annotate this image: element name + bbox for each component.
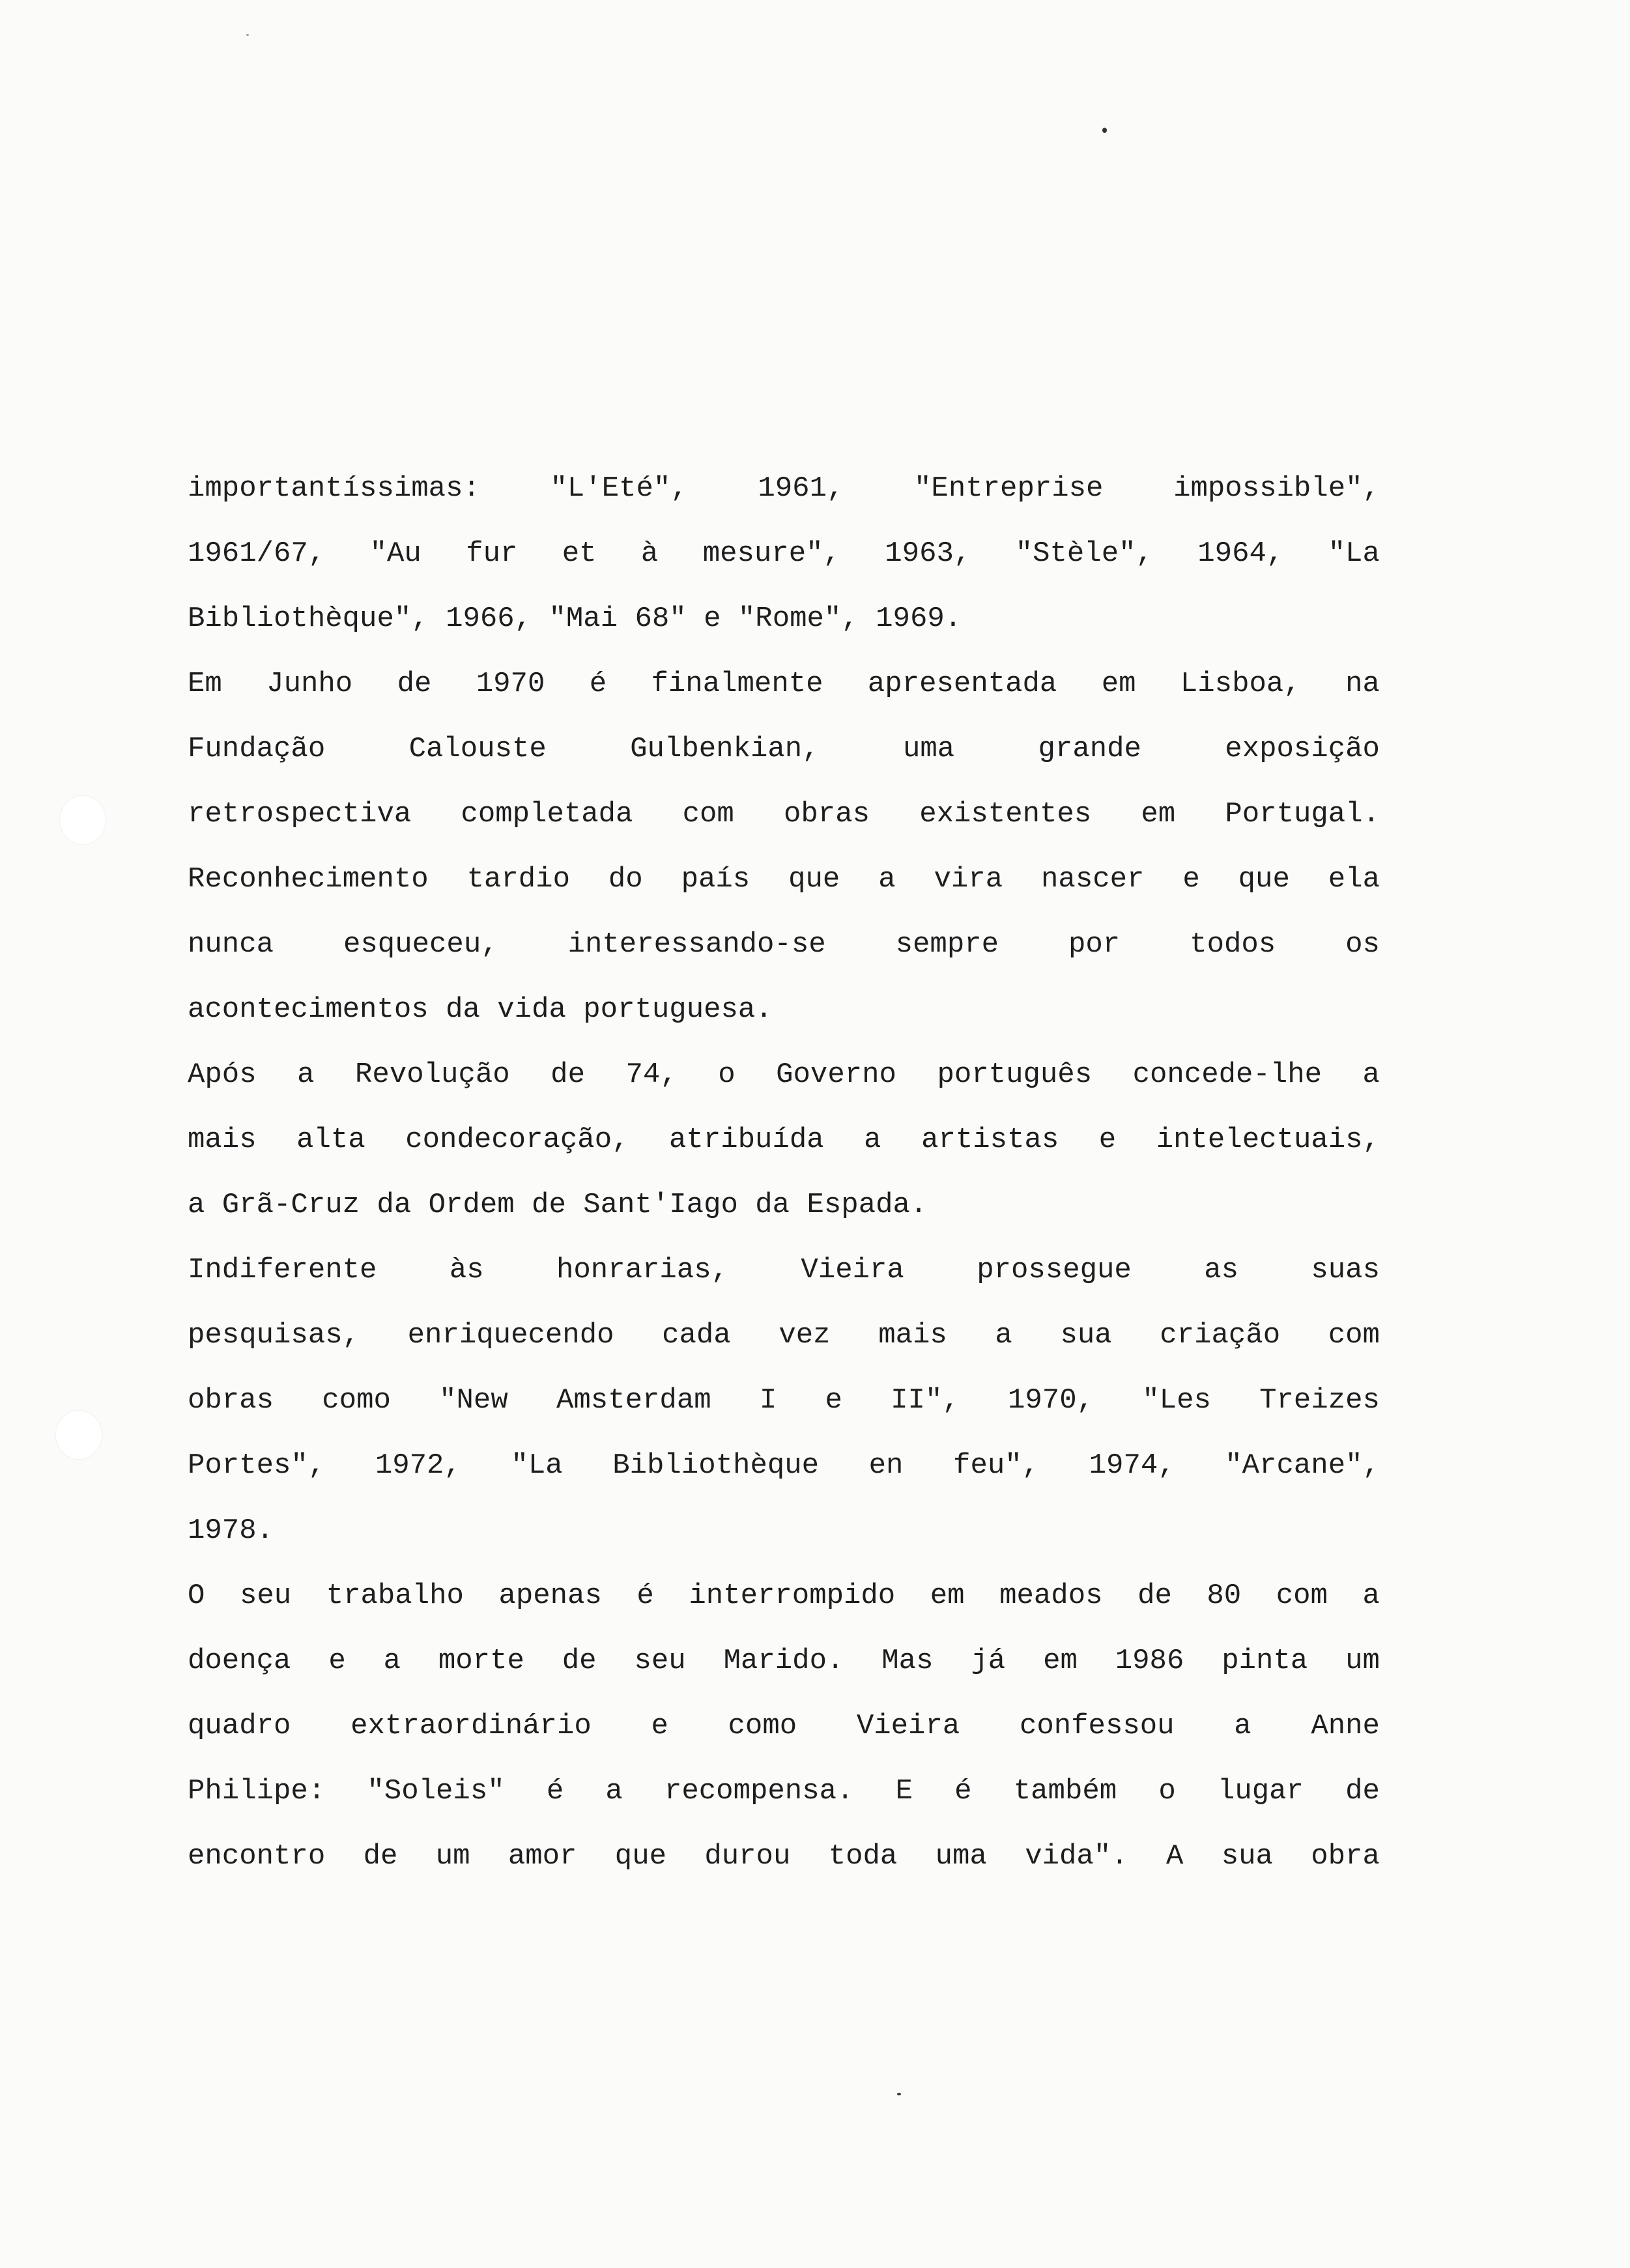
text-word: a [1234, 1710, 1251, 1742]
text-word: a [297, 1058, 315, 1091]
text-line [188, 1238, 1380, 1303]
text-word: vida". [1025, 1840, 1128, 1873]
text-line [188, 1107, 1380, 1172]
text-line [188, 651, 1380, 716]
text-word: a [864, 1124, 881, 1156]
text-word: seu [634, 1645, 686, 1677]
text-word: 1970, [1008, 1384, 1094, 1417]
text-word: com [1328, 1319, 1380, 1352]
text-word: obras [784, 798, 870, 830]
text-word: em [1101, 668, 1136, 700]
text-word: tardio [466, 863, 570, 896]
text-word: Junho [266, 668, 353, 700]
text-word: vida [497, 993, 566, 1026]
text-word: Mas [881, 1645, 934, 1677]
text-word: durou [704, 1840, 791, 1873]
text-word: da [377, 1189, 412, 1221]
text-word: quadro [188, 1710, 291, 1742]
text-word: a [1362, 1058, 1380, 1091]
text-word: as [1204, 1254, 1238, 1286]
text-word: Sant'Iago [583, 1189, 738, 1221]
text-word: exposição [1225, 733, 1380, 765]
text-word: extraordinário [350, 1710, 592, 1742]
text-word: com [682, 798, 734, 830]
text-word: de [532, 1189, 566, 1221]
text-word: ela [1328, 863, 1380, 896]
text-word: recompensa. [664, 1775, 854, 1807]
text-word: "Soleis" [367, 1775, 505, 1807]
text-word: 74, [625, 1058, 678, 1091]
text-word: II", [891, 1384, 960, 1417]
text-word: Gulbenkian, [630, 733, 820, 765]
text-word: importantíssimas: [188, 472, 480, 505]
text-word: mesure", [702, 537, 840, 570]
text-word: Philipe: [188, 1775, 326, 1807]
paper-speck [1102, 128, 1107, 133]
text-word: em [930, 1580, 965, 1612]
text-word: pinta [1222, 1645, 1308, 1677]
text-word: 1963, [885, 537, 971, 570]
text-word: de [562, 1645, 597, 1677]
text-word: Grã-Cruz [222, 1189, 360, 1221]
text-word: da [755, 1189, 790, 1221]
text-word: a [383, 1645, 401, 1677]
text-word: "La [511, 1449, 563, 1482]
text-word: Reconhecimento [188, 863, 429, 896]
text-word: et [562, 537, 597, 570]
text-word: "Arcane", [1225, 1449, 1380, 1482]
text-word: do [608, 863, 643, 896]
text-word: criação [1160, 1319, 1281, 1352]
text-word: e [651, 1710, 668, 1742]
text-word: uma [935, 1840, 987, 1873]
text-word: acontecimentos [188, 993, 429, 1026]
text-line [188, 1172, 1380, 1238]
text-word: interrompido [689, 1580, 896, 1612]
text-word: obras [188, 1384, 274, 1417]
text-word: Espada. [807, 1189, 928, 1221]
text-word: 1969. [876, 602, 962, 635]
text-word: Fundação [188, 733, 326, 765]
text-word: que [614, 1840, 667, 1873]
text-word: 1974, [1089, 1449, 1175, 1482]
text-word: Portes", [188, 1449, 326, 1482]
text-word: país [681, 863, 751, 896]
text-word: Marido. [723, 1645, 844, 1677]
text-word: apresentada [867, 668, 1057, 700]
text-word: completada [461, 798, 633, 830]
text-line [188, 716, 1380, 782]
text-word: à [640, 537, 659, 570]
text-word: "Les [1142, 1384, 1211, 1417]
text-word: morte [438, 1645, 524, 1677]
text-word: nunca [188, 928, 274, 961]
text-word: impossible", [1173, 472, 1380, 505]
text-line [188, 1433, 1380, 1498]
text-word: "Entreprise [914, 472, 1104, 505]
text-line [188, 1694, 1380, 1759]
text-word: de [1137, 1580, 1172, 1612]
text-word: e [825, 1384, 842, 1417]
text-word: da [446, 993, 480, 1026]
text-word: que [788, 863, 840, 896]
text-word: grande [1038, 733, 1141, 765]
text-word: amor [508, 1840, 577, 1873]
text-word: Amsterdam [556, 1384, 711, 1417]
text-word: Governo [776, 1058, 896, 1091]
text-line [188, 782, 1380, 847]
text-word: nascer [1041, 863, 1145, 896]
text-word: suas [1311, 1254, 1380, 1286]
text-word: o [1158, 1775, 1176, 1807]
text-word: a [1362, 1580, 1380, 1612]
text-word: e [328, 1645, 346, 1677]
text-line [188, 1303, 1380, 1368]
text-word: Após [188, 1058, 257, 1091]
punch-hole [60, 796, 106, 844]
text-word: os [1345, 928, 1380, 961]
text-word: e [704, 602, 721, 635]
text-word: Vieira [856, 1710, 960, 1742]
text-word: atribuída [669, 1124, 824, 1156]
text-word: Lisboa, [1180, 668, 1301, 700]
text-word: "Mai [549, 602, 618, 635]
text-word: "Au [369, 537, 422, 570]
text-line [188, 1824, 1380, 1889]
text-word: "Rome", [737, 602, 859, 635]
text-word: trabalho [326, 1580, 464, 1612]
text-word: "New [439, 1384, 508, 1417]
text-word: e [1182, 863, 1200, 896]
text-word: Revolução [355, 1058, 510, 1091]
text-word: seu [239, 1580, 292, 1612]
text-word: en [868, 1449, 904, 1482]
text-word: Em [188, 668, 222, 700]
text-word: 1961, [758, 472, 844, 505]
text-word: português [937, 1058, 1093, 1091]
text-word: por [1068, 928, 1121, 961]
text-word: 1964, [1197, 537, 1284, 570]
text-word: um [1345, 1645, 1380, 1677]
text-word: a [878, 863, 896, 896]
text-word: sua [1221, 1840, 1273, 1873]
text-word: é [589, 668, 607, 700]
paper-speck [246, 34, 249, 36]
text-word: existentes [919, 798, 1092, 830]
text-word: obra [1311, 1840, 1380, 1873]
text-word: condecoração, [405, 1124, 629, 1156]
text-word: 80 [1207, 1580, 1242, 1612]
text-word: Ordem [428, 1189, 515, 1221]
text-word: prossegue [977, 1254, 1132, 1286]
text-word: E [895, 1775, 913, 1807]
text-word: o [718, 1058, 736, 1091]
text-word: Bibliothèque [612, 1449, 820, 1482]
text-word: meados [999, 1580, 1103, 1612]
text-word: vez [779, 1319, 831, 1352]
text-line [188, 1563, 1380, 1628]
text-word: como [728, 1710, 797, 1742]
paper-speck [897, 2093, 901, 2095]
text-word: doença [188, 1645, 291, 1677]
text-line [188, 1498, 1380, 1563]
text-word: "La [1328, 537, 1380, 570]
text-word: um [435, 1840, 470, 1873]
text-word: pesquisas, [188, 1319, 360, 1352]
text-word: como [322, 1384, 391, 1417]
text-word: de [550, 1058, 585, 1091]
text-word: é [636, 1580, 654, 1612]
text-word: em [1043, 1645, 1078, 1677]
text-word: vira [934, 863, 1003, 896]
text-word: de [397, 668, 432, 700]
text-word: mais [188, 1124, 257, 1156]
text-word: sempre [895, 928, 999, 961]
text-word: encontro [188, 1840, 326, 1873]
text-word: 1961/67, [188, 537, 326, 570]
text-word: Treizes [1259, 1384, 1380, 1417]
text-word: confessou [1019, 1710, 1175, 1742]
text-word: Calouste [408, 733, 547, 765]
text-word: "L'Eté", [550, 472, 688, 505]
text-word: de [1345, 1775, 1380, 1807]
text-word: portuguesa. [583, 993, 773, 1026]
text-word: e [1098, 1124, 1117, 1156]
text-word: 1978. [188, 1514, 274, 1547]
text-word: é [546, 1775, 564, 1807]
text-line [188, 912, 1380, 977]
text-line [188, 1628, 1380, 1694]
text-word: às [449, 1254, 484, 1286]
text-word: 68" [635, 602, 687, 635]
text-word: Anne [1311, 1710, 1380, 1742]
text-word: A [1165, 1840, 1184, 1873]
text-word: retrospectiva [188, 798, 412, 830]
text-word: mais [878, 1319, 947, 1352]
text-line [188, 586, 1380, 651]
text-word: em [1141, 798, 1176, 830]
text-word: Portugal. [1225, 798, 1380, 830]
text-word: uma [902, 733, 955, 765]
text-line [188, 847, 1380, 912]
text-word: 1970 [476, 668, 545, 700]
text-word: todos [1190, 928, 1276, 961]
text-line [188, 1368, 1380, 1433]
punch-hole [56, 1411, 102, 1459]
text-word: 1972, [375, 1449, 461, 1482]
text-word: intelectuais, [1156, 1124, 1380, 1156]
text-word: honrarias, [556, 1254, 729, 1286]
text-word: fur [466, 537, 518, 570]
text-word: esqueceu, [343, 928, 498, 961]
text-word: também [1013, 1775, 1117, 1807]
text-word: 1986 [1115, 1645, 1184, 1677]
text-line [188, 977, 1380, 1042]
text-word: artistas [921, 1124, 1059, 1156]
text-word: interessando-se [567, 928, 826, 961]
text-line [188, 456, 1380, 521]
text-word: que [1238, 863, 1290, 896]
text-word: é [954, 1775, 972, 1807]
text-word: apenas [498, 1580, 602, 1612]
text-word: de [363, 1840, 398, 1873]
text-word: na [1345, 668, 1380, 700]
text-word: O [188, 1580, 205, 1612]
text-word: a [188, 1189, 205, 1221]
text-line [188, 1042, 1380, 1107]
text-word: 1966, [446, 602, 532, 635]
text-word: lugar [1217, 1775, 1304, 1807]
text-word: alta [296, 1124, 365, 1156]
text-word: feu", [953, 1449, 1040, 1482]
text-word: cada [662, 1319, 731, 1352]
text-line [188, 1759, 1380, 1824]
text-word: a [995, 1319, 1012, 1352]
text-word: já [971, 1645, 1006, 1677]
text-word: Vieira [801, 1254, 904, 1286]
text-word: sua [1060, 1319, 1112, 1352]
text-word: "Stèle", [1015, 537, 1153, 570]
text-word: a [605, 1775, 623, 1807]
text-word: com [1276, 1580, 1328, 1612]
text-word: concede-lhe [1132, 1058, 1323, 1091]
typewritten-text-body [188, 456, 1380, 1889]
text-word: I [759, 1384, 777, 1417]
text-line [188, 521, 1380, 586]
text-word: enriquecendo [407, 1319, 614, 1352]
text-word: finalmente [651, 668, 823, 700]
text-word: Bibliothèque", [188, 602, 429, 635]
text-word: toda [828, 1840, 898, 1873]
text-word: Indiferente [188, 1254, 377, 1286]
